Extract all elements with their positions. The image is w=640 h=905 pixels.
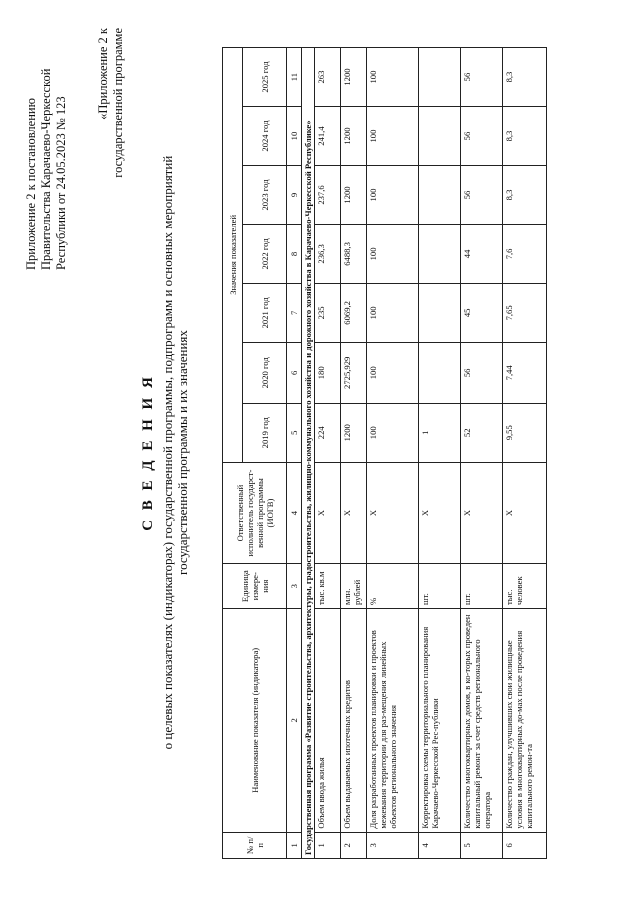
annex-decree-block [24, 40, 69, 270]
row-unit: млн. рублей [341, 564, 367, 609]
annex-line: Республики от 24.05.2023 № 123 [54, 96, 68, 270]
row-unit: шт. [461, 564, 503, 609]
row-value [419, 166, 461, 225]
table-row [461, 48, 503, 859]
row-value: 7,44 [503, 342, 547, 403]
document-title: С В Е Д Е Н И Я [140, 374, 156, 531]
row-value: 8,3 [503, 48, 547, 107]
row-executor: Х [367, 462, 419, 564]
row-value: 44 [461, 224, 503, 283]
row-value: 1200 [341, 48, 367, 107]
row-value: 100 [367, 403, 419, 462]
row-num: 6 [503, 832, 547, 858]
program-row [302, 48, 315, 859]
row-value: 100 [367, 224, 419, 283]
row-value: 9,55 [503, 403, 547, 462]
row-value: 8,3 [503, 166, 547, 225]
row-name: Доля разработанных проектов планировки и проектов межевания территории для раз-мещения линейных объектов регионального значения [367, 609, 419, 833]
row-executor: Х [419, 462, 461, 564]
col-number: 10 [287, 107, 302, 166]
col-number: 3 [287, 564, 302, 609]
table-row [503, 48, 547, 859]
row-value: 180 [315, 342, 341, 403]
table-row [315, 48, 341, 859]
row-num: 2 [341, 832, 367, 858]
row-executor: Х [461, 462, 503, 564]
header-year: 2025 год [243, 48, 287, 107]
row-name: Корректировка схемы территориального планирования Карачаево-Черкесской Рес-публики [419, 609, 461, 833]
row-value: 7,6 [503, 224, 547, 283]
annex-prog-line: государственной программе [111, 28, 125, 178]
col-number: 11 [287, 48, 302, 107]
row-value: 237,6 [315, 166, 341, 225]
header-executor: Ответственный исполнитель государст-венной программы (ИОГВ) [223, 462, 287, 564]
row-value: 236,3 [315, 224, 341, 283]
header-year: 2022 год [243, 224, 287, 283]
row-num: 3 [367, 832, 419, 858]
col-number: 1 [287, 832, 302, 858]
row-value: 100 [367, 48, 419, 107]
col-number: 2 [287, 609, 302, 833]
row-value [419, 224, 461, 283]
subtitle-line: о целевых показателях (индикаторах) государственной программы, подпрограмм и основных мероприятий [160, 155, 175, 750]
row-value: 100 [367, 107, 419, 166]
col-number: 8 [287, 224, 302, 283]
row-name: Количество граждан, улучшивших свои жилищные условия в многоквартирных до-мах после проведения капитального ремон-та [503, 609, 547, 833]
header-unit: Единица измере-ния [223, 564, 287, 609]
table-row [419, 48, 461, 859]
row-value: 45 [461, 283, 503, 342]
row-name: Объем выдаваемых ипотечных кредитов [341, 609, 367, 833]
header-year: 2021 год [243, 283, 287, 342]
program-title: Государственная программа «Развитие строительства, архитектуры, градостроительства, жилищно-коммунального хозяйства и дорожного хозяйства в Карачаево-Черкесской Республике» [302, 48, 315, 859]
annex-prog-line: «Приложение 2 к [96, 28, 110, 120]
row-value: 56 [461, 107, 503, 166]
row-value: 1200 [341, 403, 367, 462]
row-value: 1200 [341, 107, 367, 166]
row-unit: шт. [419, 564, 461, 609]
header-name: Наименование показателя (индикатора) [223, 609, 287, 833]
column-number-row [287, 48, 302, 859]
row-value [419, 283, 461, 342]
row-unit: % [367, 564, 419, 609]
row-name: Объем ввода жилья [315, 609, 341, 833]
header-year: 2020 год [243, 342, 287, 403]
col-number: 7 [287, 283, 302, 342]
row-value: 100 [367, 283, 419, 342]
row-value: 52 [461, 403, 503, 462]
subtitle-line: государственной программы и их значениях [175, 330, 190, 575]
header-year: 2024 год [243, 107, 287, 166]
col-number: 4 [287, 462, 302, 564]
col-number: 6 [287, 342, 302, 403]
header-year: 2023 год [243, 166, 287, 225]
col-number: 5 [287, 403, 302, 462]
row-unit: тыс. кв.м [315, 564, 341, 609]
indicators-table [222, 47, 547, 859]
table-row [341, 48, 367, 859]
row-value: 8,3 [503, 107, 547, 166]
row-value: 7,65 [503, 283, 547, 342]
row-value: 100 [367, 166, 419, 225]
row-executor: Х [503, 462, 547, 564]
header-year: 2019 год [243, 403, 287, 462]
col-number: 9 [287, 166, 302, 225]
row-value [419, 342, 461, 403]
row-value: 241,4 [315, 107, 341, 166]
annex-line: Приложение 2 к постановлению [24, 98, 38, 270]
table-row [367, 48, 419, 859]
row-value [419, 48, 461, 107]
row-value: 235 [315, 283, 341, 342]
row-value: 224 [315, 403, 341, 462]
row-name: Количество многоквартирных домов, в ко-торых проведен капитальный ремонт за счет средств регионального оператора [461, 609, 503, 833]
row-value: 56 [461, 48, 503, 107]
row-num: 5 [461, 832, 503, 858]
row-value: 56 [461, 342, 503, 403]
annex-program-block [96, 28, 126, 228]
row-num: 4 [419, 832, 461, 858]
header-num: № п/п [223, 832, 287, 858]
row-value: 100 [367, 342, 419, 403]
row-value: 263 [315, 48, 341, 107]
row-value: 2725,929 [341, 342, 367, 403]
row-num: 1 [315, 832, 341, 858]
row-value: 56 [461, 166, 503, 225]
row-value: 6488,3 [341, 224, 367, 283]
row-value [419, 107, 461, 166]
row-value: 6069,2 [341, 283, 367, 342]
header-values-group: Значения показателей [223, 48, 243, 463]
row-unit: тыс. человек [503, 564, 547, 609]
row-executor: Х [341, 462, 367, 564]
annex-line: Правительства Карачаево-Черкесской [39, 68, 53, 270]
row-value: 1 [419, 403, 461, 462]
document-subtitle [160, 0, 190, 905]
row-executor: Х [315, 462, 341, 564]
row-value: 1200 [341, 166, 367, 225]
